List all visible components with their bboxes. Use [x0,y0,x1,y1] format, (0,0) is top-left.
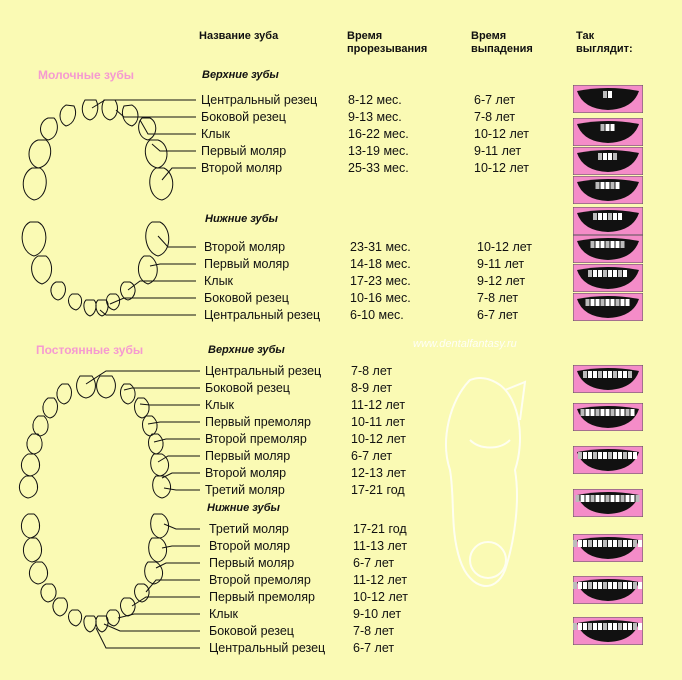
loss-time: 6-7 лет [474,93,516,107]
perm-lower-title: Нижние зубы [207,502,280,514]
loss-time: 7-8 лет [477,291,519,305]
tooth-name: Центральный резец [201,93,318,107]
eruption-time: 10-12 лет [351,432,406,446]
loss-time: 9-11 лет [474,144,522,158]
eruption-time: 23-31 мес. [350,240,411,254]
eruption-time: 8-9 лет [351,381,393,395]
mouth-picture [573,576,643,604]
loss-time: 9-12 лет [477,274,526,288]
tooth-name: Третий моляр [209,522,289,536]
mouth-picture [573,403,643,431]
tooth-name: Второй моляр [209,539,291,553]
eruption-time: 6-7 лет [353,556,395,570]
perm-upper-arch [19,376,170,498]
perm-upper-leaders [86,371,200,490]
baby-upper-leaders [92,100,196,180]
mouth-picture [573,264,643,292]
tooth-name: Второй премоляр [205,432,307,446]
tooth-name: Первый премоляр [209,590,315,604]
eruption-time: 10-11 лет [351,415,406,429]
eruption-time: 17-21 год [353,522,407,536]
eruption-time: 16-22 мес. [348,127,409,141]
loss-time: 10-12 лет [474,161,529,175]
eruption-time: 10-16 мес. [350,291,411,305]
eruption-time: 7-8 лет [353,624,395,638]
tooth-name: Второй моляр [204,240,286,254]
tooth-name: Второй моляр [205,466,287,480]
tooth-name: Боковой резец [205,381,290,395]
tooth-name: Боковой резец [209,624,294,638]
mouth-picture [573,85,643,113]
mouth-picture [573,147,643,175]
perm-upper-title: Верхние зубы [208,344,285,356]
tooth-name: Второй премоляр [209,573,311,587]
tooth-name: Клык [201,127,231,141]
mouth-picture [573,489,643,517]
eruption-time: 14-18 мес. [350,257,411,271]
eruption-time: 13-19 мес. [348,144,409,158]
eruption-time: 17-23 мес. [350,274,411,288]
tooth-name: Второй моляр [201,161,283,175]
eruption-time: 7-8 лет [351,364,393,378]
header-tooth-name: Название зуба [199,30,279,42]
tooth-name: Центральный резец [205,364,322,378]
mouth-picture [573,617,643,645]
tooth-name: Центральный резец [209,641,326,655]
eruption-time: 6-7 лет [351,449,393,463]
eruption-time: 11-12 лет [353,573,408,587]
mouth-picture [573,365,643,393]
watermark: www.dentalfantasy.ru [413,338,517,350]
tooth-name: Боковой резец [204,291,289,305]
baby-upper-arch [23,100,173,200]
loss-time: 10-12 лет [477,240,532,254]
eruption-time: 17-21 год [351,483,405,497]
baby-lower-title: Нижние зубы [205,213,278,225]
eruption-time: 9-10 лет [353,607,402,621]
baby-upper-title: Верхние зубы [202,69,279,81]
eruption-time: 10-12 лет [353,590,408,604]
loss-time: 7-8 лет [474,110,516,124]
watermark-tooth-graphic [446,378,525,586]
mouth-picture [573,118,643,146]
header-looks-like: Так выглядит: [576,30,633,55]
mouth-picture [573,235,643,263]
tooth-name: Первый моляр [201,144,287,158]
eruption-time: 9-13 мес. [348,110,402,124]
perm-lower-leaders [96,524,200,648]
loss-time: 10-12 лет [474,127,529,141]
tooth-name: Клык [205,398,235,412]
loss-time: 9-11 лет [477,257,525,271]
mouth-picture [573,293,643,321]
mouth-picture [573,446,643,474]
eruption-time: 12-13 лет [351,466,406,480]
mouth-picture [573,207,643,235]
eruption-time: 25-33 мес. [348,161,409,175]
tooth-name: Боковой резец [201,110,286,124]
tooth-name: Клык [204,274,234,288]
header-loss-time: Время выпадения [471,30,533,55]
tooth-name: Третий моляр [205,483,285,497]
tooth-name: Первый моляр [205,449,291,463]
header-eruption-time: Время прорезывания [347,30,428,55]
tooth-name: Первый моляр [209,556,295,570]
perm-teeth-title: Постоянные зубы [36,343,144,357]
eruption-time: 8-12 мес. [348,93,402,107]
tooth-name: Центральный резец [204,308,321,322]
eruption-time: 11-13 лет [353,539,408,553]
tooth-name: Первый премоляр [205,415,311,429]
mouth-picture [573,176,643,204]
tooth-name: Клык [209,607,239,621]
baby-teeth-title: Молочные зубы [38,68,134,82]
eruption-time: 6-7 лет [353,641,395,655]
tooth-name: Первый моляр [204,257,290,271]
eruption-time: 6-10 мес. [350,308,404,322]
loss-time: 6-7 лет [477,308,519,322]
eruption-time: 11-12 лет [351,398,406,412]
baby-lower-arch [22,222,169,316]
mouth-picture [573,534,643,562]
